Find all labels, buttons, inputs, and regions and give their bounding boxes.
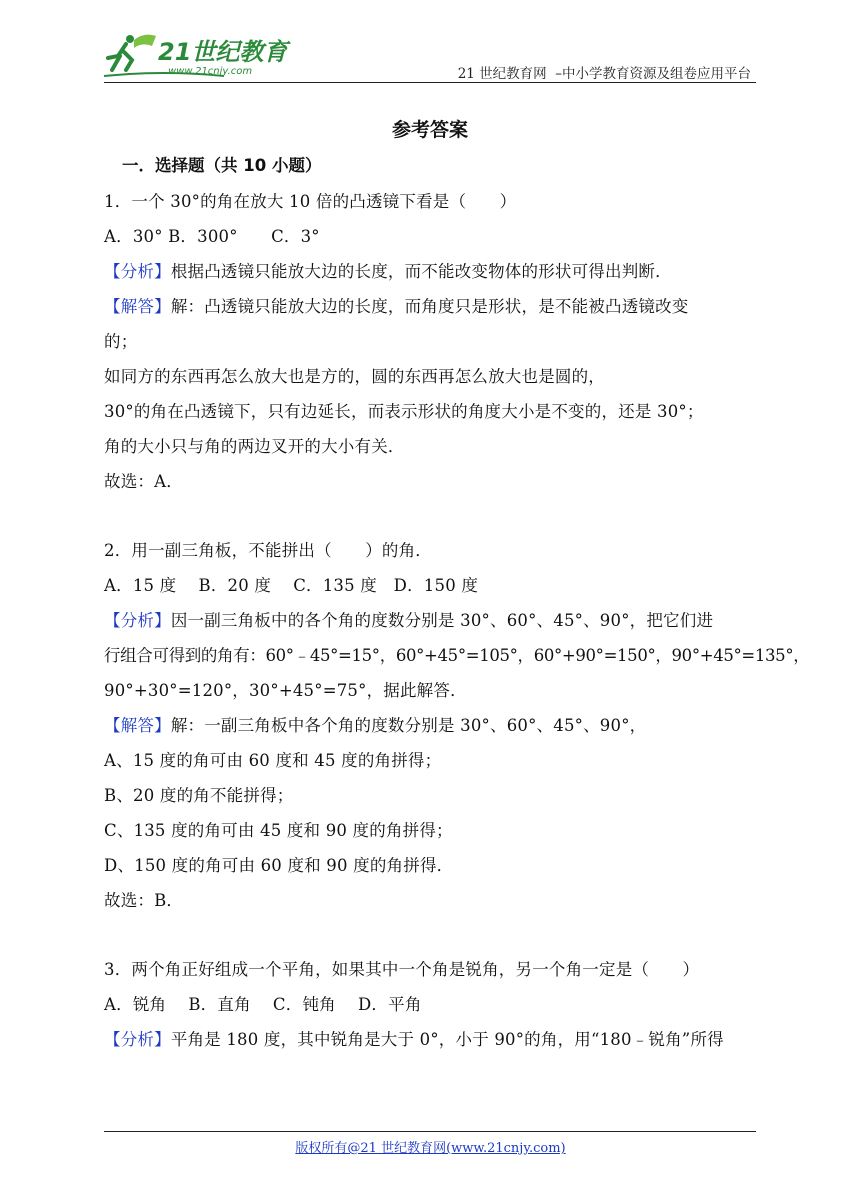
question-2 [104, 533, 810, 918]
runner-icon [108, 35, 156, 70]
question-1-answer-line-5: 角的大小只与角的两边叉开的大小有关． [104, 437, 405, 456]
answer-text: 解：凸透镜只能放大边的长度，而角度只是形状，是不能被凸透镜改变 [170, 297, 689, 316]
question-2-options: A．15 度 B．20 度 C．135 度 D．150 度 [104, 576, 479, 595]
page-header [0, 0, 861, 90]
header-divider [104, 82, 756, 83]
answer-text: 解：一副三角板中各个角的度数分别是 30°、60°、45°、90°， [170, 716, 647, 735]
logo-url: www.21cnjy.com [168, 66, 253, 77]
question-1-answer-line-3: 如同方的东西再怎么放大也是方的，圆的东西再怎么放大也是圆的， [104, 367, 605, 386]
answer-tag: 【解答】 [104, 716, 171, 735]
question-1-answer-line-4: 30°的角在凸透镜下，只有边延长，而表示形状的角度大小是不变的，还是 30°； [104, 402, 704, 421]
answer-tag: 【解答】 [104, 297, 171, 316]
spacer [104, 918, 756, 952]
question-1-answer-line-2: 的； [104, 332, 138, 351]
logo-21cnjy [104, 30, 294, 82]
analysis-tag: 【分析】 [104, 1030, 171, 1049]
question-2-answer-line-1 [104, 708, 756, 743]
question-3-options: A．锐角 B．直角 C．钝角 D．平角 [104, 995, 422, 1014]
question-1-choice: 故选：A． [104, 472, 183, 491]
question-2-analysis-line-2: 行组合可得到的角有：60°﹣45°=15°，60°+45°=105°，60°+90°=150°，90°+45°=135°， [104, 646, 810, 665]
question-1-stem: 1．一个 30°的角在放大 10 倍的凸透镜下看是（ ） [104, 192, 517, 211]
analysis-text: 根据凸透镜只能放大边的长度，而不能改变物体的形状可得出判断． [170, 262, 672, 281]
analysis-tag: 【分析】 [104, 262, 171, 281]
question-1-answer-line-1 [104, 289, 756, 324]
footer-divider [104, 1131, 756, 1132]
question-2-stem: 2．用一副三角板，不能拼出（ ）的角． [104, 541, 432, 560]
spacer [104, 499, 756, 533]
header-site-caption: 21 世纪教育网 –中小学教育资源及组卷应用平台 [457, 66, 751, 82]
question-3-stem: 3．两个角正好组成一个平角，如果其中一个角是锐角，另一个角一定是（ ） [104, 960, 700, 979]
question-2-analysis-line-1 [104, 603, 756, 638]
question-2-answer-line-4: C、135 度的角可由 45 度和 90 度的角拼得； [104, 821, 453, 840]
question-1-analysis [104, 254, 756, 289]
question-1 [104, 184, 756, 499]
question-3 [104, 952, 756, 1057]
footer-copyright-link[interactable]: 版权所有@21 世纪教育网(www.21cnjy.com) [295, 1141, 566, 1156]
question-2-answer-line-5: D、150 度的角可由 60 度和 90 度的角拼得． [104, 856, 454, 875]
question-1-options: A．30° B．300° C．3° [104, 227, 320, 246]
page-title: 参考答案 [391, 119, 468, 141]
question-2-answer-line-3: B、20 度的角不能拼得； [104, 786, 294, 805]
question-3-analysis-line-1 [104, 1022, 756, 1057]
section-heading: 一．选择题（共 10 小题） [122, 156, 322, 175]
analysis-tag: 【分析】 [104, 611, 171, 630]
question-2-analysis-line-3: 90°+30°=120°，30°+45°=75°，据此解答． [104, 681, 467, 700]
answer-content [104, 112, 810, 1057]
logo-text: 21世纪教育 [158, 38, 288, 66]
analysis-text: 因一副三角板中的各个角的度数分别是 30°、60°、45°、90°，把它们进 [170, 611, 714, 630]
question-2-choice: 故选：B． [104, 891, 184, 910]
question-2-answer-line-2: A、15 度的角可由 60 度和 45 度的角拼得； [104, 751, 442, 770]
analysis-text: 平角是 180 度，其中锐角是大于 0°，小于 90°的角，用“180﹣锐角”所得 [170, 1030, 724, 1049]
